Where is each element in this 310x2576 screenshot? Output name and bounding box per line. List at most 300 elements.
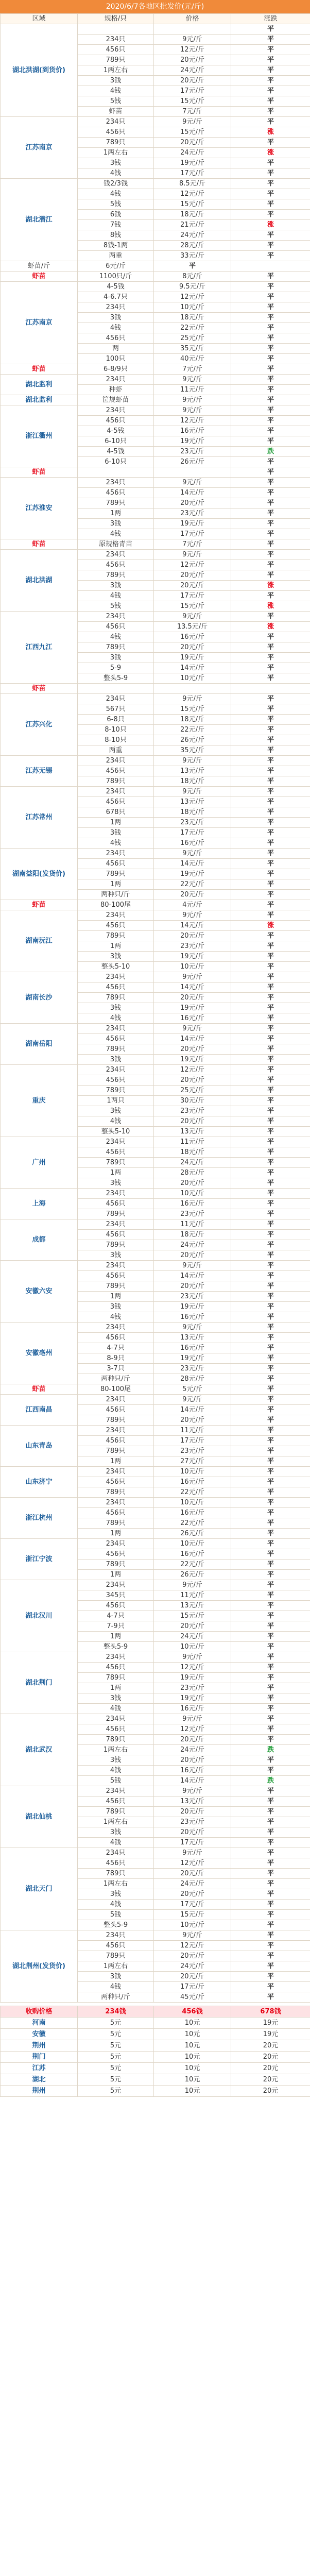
table-row <box>1 1539 310 1549</box>
spec-cell: 4钱 <box>78 1900 154 1910</box>
spec-cell: 234只 <box>78 1580 154 1590</box>
price-cell: 20元/斤 <box>154 581 231 591</box>
trend-cell: 平 <box>231 282 310 292</box>
trend-cell: 平 <box>231 405 310 416</box>
spec-cell: 456只 <box>78 1271 154 1281</box>
spec-cell: 4-6.7只 <box>78 292 154 302</box>
trend-cell: 平 <box>231 426 310 436</box>
price-cell: 16元/斤 <box>154 1766 231 1776</box>
trend-cell: 平 <box>231 1910 310 1920</box>
region-cell: 湖南岳阳 <box>1 1024 78 1065</box>
trend-cell: 平 <box>231 1137 310 1147</box>
price-cell: 7元/斤 <box>154 539 231 550</box>
table-row <box>1 756 310 766</box>
trend-cell: 平 <box>231 1364 310 1374</box>
trend-cell: 平 <box>231 375 310 385</box>
spec-cell: 8钱-1两 <box>78 241 154 251</box>
trend-cell: 平 <box>231 272 310 282</box>
spec-cell: 234只 <box>78 1539 154 1549</box>
spec-cell: 3-7只 <box>78 1364 154 1374</box>
price-cell: 33元/斤 <box>154 251 231 261</box>
price-cell: 23元/斤 <box>154 1106 231 1116</box>
trend-cell: 平 <box>231 1498 310 1508</box>
trend-cell: 跌 <box>231 1776 310 1786</box>
trend-cell: 平 <box>231 1230 310 1240</box>
trend-cell: 平 <box>231 1374 310 1384</box>
spec-cell: 种虾 <box>78 385 154 395</box>
price-cell: 18元/斤 <box>154 715 231 725</box>
trend-cell: 平 <box>231 1920 310 1930</box>
trend-cell: 平 <box>231 787 310 797</box>
spec-cell: 234只 <box>78 1065 154 1075</box>
spec-cell: 789只 <box>78 1951 154 1961</box>
spec-cell: 1两只 <box>78 1096 154 1106</box>
price-cell: 15元/斤 <box>154 601 231 612</box>
price-cell: 24元/斤 <box>154 1158 231 1168</box>
spec-cell: 789只 <box>78 1044 154 1055</box>
summary-province: 荆门 <box>1 2052 78 2063</box>
spec-cell: 456只 <box>78 1858 154 1869</box>
trend-cell: 平 <box>231 1601 310 1611</box>
spec-cell: 234只 <box>78 849 154 859</box>
trend-cell: 平 <box>231 168 310 179</box>
spec-cell: 80-100尾 <box>78 900 154 910</box>
spec-cell: 3钱 <box>78 519 154 529</box>
region-cell: 湖北荆门 <box>1 1652 78 1714</box>
price-cell: 16元/斤 <box>154 1343 231 1353</box>
trend-cell: 平 <box>231 1189 310 1199</box>
price-cell: 20元/斤 <box>154 1951 231 1961</box>
price-cell: 19元/斤 <box>154 653 231 663</box>
spec-cell: 7-9只 <box>78 1621 154 1632</box>
trend-cell: 平 <box>231 1693 310 1704</box>
summary-province: 安徽 <box>1 2029 78 2040</box>
trend-cell: 平 <box>231 1044 310 1055</box>
spec-cell: 3钱 <box>78 1178 154 1189</box>
trend-cell: 平 <box>231 189 310 199</box>
price-cell: 24元/斤 <box>154 1745 231 1755</box>
spec-cell: 6-8只 <box>78 715 154 725</box>
summary-table-body <box>1 2006 310 2097</box>
price-cell: 23元/斤 <box>154 509 231 519</box>
spec-cell: 5钱 <box>78 1776 154 1786</box>
spec-cell: 234只 <box>78 756 154 766</box>
trend-cell: 平 <box>231 1013 310 1024</box>
price-cell: 25元/斤 <box>154 333 231 344</box>
spec-cell: 1两 <box>78 1683 154 1693</box>
price-cell: 15元/斤 <box>154 704 231 715</box>
spec-cell: 3钱 <box>78 828 154 838</box>
spec-cell: 456只 <box>78 1941 154 1951</box>
trend-cell: 平 <box>231 179 310 189</box>
price-cell: 13元/斤 <box>154 1601 231 1611</box>
price-cell: 20元/斤 <box>154 1972 231 1982</box>
region-cell: 江西南昌 <box>1 1395 78 1426</box>
trend-cell: 平 <box>231 1817 310 1827</box>
spec-cell: 3钱 <box>78 1106 154 1116</box>
price-cell: 22元/斤 <box>154 1518 231 1529</box>
region-cell: 虾苗 <box>1 684 78 694</box>
table-row <box>1 179 310 189</box>
price-cell: 26元/斤 <box>154 735 231 745</box>
trend-cell: 平 <box>231 828 310 838</box>
price-cell: 20元/斤 <box>154 1044 231 1055</box>
summary-province: 湖北 <box>1 2074 78 2086</box>
price-cell: 9元/斤 <box>154 1786 231 1797</box>
trend-cell: 平 <box>231 199 310 210</box>
price-cell: 12元/斤 <box>154 292 231 302</box>
price-cell: 22元/斤 <box>154 1560 231 1570</box>
spec-cell: 789只 <box>78 1086 154 1096</box>
table-row <box>1 1930 310 1941</box>
spec-cell: 4钱 <box>78 1982 154 1992</box>
spec-cell: 234只 <box>78 117 154 127</box>
price-cell: 18元/斤 <box>154 807 231 818</box>
price-cell: 9元/斤 <box>154 787 231 797</box>
table-row <box>1 1189 310 1199</box>
trend-cell: 平 <box>231 478 310 488</box>
price-cell: 18元/斤 <box>154 1147 231 1158</box>
spec-cell: 234只 <box>78 1137 154 1147</box>
spec-cell: 456只 <box>78 1436 154 1446</box>
price-cell: 10元/斤 <box>154 673 231 684</box>
spec-cell: 原规格青苗 <box>78 539 154 550</box>
trend-cell: 平 <box>231 663 310 673</box>
spec-cell: 234只 <box>78 612 154 622</box>
summary-table <box>0 2006 310 2097</box>
spec-cell: 456只 <box>78 560 154 570</box>
trend-cell: 涨 <box>231 921 310 931</box>
spec-cell: 8钱 <box>78 230 154 241</box>
price-cell: 23元/斤 <box>154 1364 231 1374</box>
summary-price: 5元 <box>78 2074 154 2086</box>
price-cell: 14元/斤 <box>154 859 231 869</box>
trend-cell: 平 <box>231 1261 310 1271</box>
trend-cell: 平 <box>231 797 310 807</box>
price-cell: 9元/斤 <box>154 1848 231 1858</box>
summary-price: 19元 <box>231 2029 310 2040</box>
spec-cell: 筐规虾苗 <box>78 395 154 405</box>
trend-cell: 平 <box>231 859 310 869</box>
header-region: 区域 <box>1 14 78 24</box>
trend-cell: 平 <box>231 158 310 168</box>
price-cell: 20元/斤 <box>154 1869 231 1879</box>
spec-cell <box>78 467 154 478</box>
summary-price: 5元 <box>78 2018 154 2029</box>
price-cell: 17元/斤 <box>154 168 231 179</box>
trend-cell: 平 <box>231 1395 310 1405</box>
spec-cell: 6-8/9只 <box>78 364 154 375</box>
price-cell: 21元/斤 <box>154 220 231 230</box>
price-cell: 12元/斤 <box>154 1065 231 1075</box>
spec-cell: 789只 <box>78 642 154 653</box>
spec-cell: 1两左右 <box>78 148 154 158</box>
table-row <box>1 550 310 560</box>
price-cell: 7元/斤 <box>154 364 231 375</box>
price-cell: 16元/斤 <box>154 1312 231 1323</box>
trend-cell: 平 <box>231 869 310 879</box>
spec-cell: 5钱 <box>78 96 154 107</box>
region-cell: 重庆 <box>1 1065 78 1137</box>
region-cell: 江苏无锡 <box>1 756 78 787</box>
price-cell: 12元/斤 <box>154 1663 231 1673</box>
trend-cell: 平 <box>231 210 310 220</box>
trend-cell: 平 <box>231 756 310 766</box>
spec-cell: 789只 <box>78 1560 154 1570</box>
table-row <box>1 364 310 375</box>
summary-header-col3: 678钱 <box>231 2006 310 2018</box>
spec-cell: 4钱 <box>78 1704 154 1714</box>
trend-cell: 平 <box>231 395 310 405</box>
spec-cell: 789只 <box>78 1673 154 1683</box>
spec-cell: 567只 <box>78 704 154 715</box>
spec-cell: 789只 <box>78 138 154 148</box>
spec-cell: 678只 <box>78 807 154 818</box>
price-cell: 20元/斤 <box>154 1755 231 1766</box>
trend-cell: 平 <box>231 302 310 313</box>
price-cell: 15元/斤 <box>154 127 231 138</box>
spec-cell: 1两 <box>78 818 154 828</box>
spec-cell <box>78 24 154 35</box>
price-cell: 20元/斤 <box>154 1250 231 1261</box>
spec-cell: 456只 <box>78 488 154 498</box>
spec-cell: 1两 <box>78 509 154 519</box>
table-row <box>1 1395 310 1405</box>
price-cell: 19元/斤 <box>154 1673 231 1683</box>
trend-cell: 平 <box>231 1972 310 1982</box>
price-cell: 23元/斤 <box>154 1292 231 1302</box>
price-cell: 24元/斤 <box>154 148 231 158</box>
trend-cell: 平 <box>231 1281 310 1292</box>
price-cell: 35元/斤 <box>154 344 231 354</box>
trend-cell: 平 <box>231 436 310 447</box>
summary-price: 5元 <box>78 2086 154 2097</box>
trend-cell: 平 <box>231 1766 310 1776</box>
spec-cell: 4-7只 <box>78 1611 154 1621</box>
trend-cell: 涨 <box>231 622 310 632</box>
price-cell: 9元/斤 <box>154 35 231 45</box>
price-cell: 10元/斤 <box>154 1642 231 1652</box>
spec-cell: 两 <box>78 344 154 354</box>
price-cell: 22元/斤 <box>154 879 231 890</box>
summary-row <box>1 2074 310 2086</box>
spec-cell: 234只 <box>78 1930 154 1941</box>
trend-cell: 涨 <box>231 601 310 612</box>
trend-cell: 平 <box>231 1209 310 1219</box>
trend-cell: 平 <box>231 1900 310 1910</box>
trend-cell: 平 <box>231 1302 310 1312</box>
trend-cell: 平 <box>231 1168 310 1178</box>
spec-cell: 4钱 <box>78 1312 154 1323</box>
trend-cell: 平 <box>231 1673 310 1683</box>
price-cell: 19元/斤 <box>154 1302 231 1312</box>
spec-cell: 3钱 <box>78 952 154 962</box>
spec-cell: 789只 <box>78 1209 154 1219</box>
price-cell: 19元/斤 <box>154 1693 231 1704</box>
price-cell: 15元/斤 <box>154 199 231 210</box>
summary-price: 20元 <box>231 2086 310 2097</box>
price-cell: 24元/斤 <box>154 1240 231 1250</box>
trend-cell: 平 <box>231 1271 310 1281</box>
trend-cell: 平 <box>231 385 310 395</box>
summary-province: 河南 <box>1 2018 78 2029</box>
spec-cell: 456只 <box>78 1147 154 1158</box>
summary-province: 荆州 <box>1 2086 78 2097</box>
trend-cell: 平 <box>231 1508 310 1518</box>
trend-cell: 平 <box>231 1982 310 1992</box>
spec-cell: 234只 <box>78 972 154 982</box>
trend-cell: 平 <box>231 993 310 1003</box>
summary-price: 10元 <box>154 2040 231 2052</box>
trend-cell: 平 <box>231 1580 310 1590</box>
summary-header-label: 收购价格 <box>1 2006 78 2018</box>
trend-cell: 平 <box>231 1992 310 2003</box>
price-cell: 9元/斤 <box>154 972 231 982</box>
spec-cell: 456只 <box>78 766 154 776</box>
spec-cell: 234只 <box>78 1652 154 1663</box>
trend-cell: 跌 <box>231 1745 310 1755</box>
spec-cell: 234只 <box>78 1426 154 1436</box>
price-cell: 9元/斤 <box>154 1580 231 1590</box>
trend-cell: 平 <box>231 982 310 993</box>
trend-cell: 平 <box>231 45 310 55</box>
trend-cell: 平 <box>231 1683 310 1693</box>
trend-cell: 平 <box>231 673 310 684</box>
spec-cell: 234只 <box>78 1786 154 1797</box>
trend-cell: 平 <box>231 550 310 560</box>
price-cell: 16元/斤 <box>154 1549 231 1560</box>
price-cell: 18元/斤 <box>154 313 231 323</box>
price-cell: 15元/斤 <box>154 1910 231 1920</box>
price-cell: 16元/斤 <box>154 426 231 436</box>
price-cell: 9元/斤 <box>154 612 231 622</box>
summary-row <box>1 2018 310 2029</box>
trend-cell: 平 <box>231 24 310 35</box>
table-row <box>1 1652 310 1663</box>
trend-cell: 平 <box>231 1941 310 1951</box>
summary-price: 5元 <box>78 2040 154 2052</box>
price-cell: 16元/斤 <box>154 632 231 642</box>
region-cell: 湖北监利 <box>1 395 78 405</box>
spec-cell: 5钱 <box>78 199 154 210</box>
trend-cell: 平 <box>231 55 310 65</box>
table-row <box>1 1323 310 1333</box>
spec-cell: 7钱 <box>78 220 154 230</box>
trend-cell: 平 <box>231 529 310 539</box>
price-cell: 20元/斤 <box>154 1116 231 1127</box>
trend-cell: 涨 <box>231 581 310 591</box>
spec-cell: 1两左右 <box>78 1817 154 1827</box>
trend-cell: 平 <box>231 1621 310 1632</box>
trend-cell: 平 <box>231 1858 310 1869</box>
trend-cell: 平 <box>231 890 310 900</box>
trend-cell: 平 <box>231 745 310 756</box>
trend-cell: 平 <box>231 1158 310 1168</box>
table-row <box>1 117 310 127</box>
trend-cell: 平 <box>231 1590 310 1601</box>
price-cell: 9元/斤 <box>154 1323 231 1333</box>
spec-cell: 234只 <box>78 1848 154 1858</box>
trend-cell: 平 <box>231 1333 310 1343</box>
price-cell: 20元/斤 <box>154 1415 231 1426</box>
trend-cell: 平 <box>231 333 310 344</box>
trend-cell: 平 <box>231 467 310 478</box>
summary-row <box>1 2029 310 2040</box>
price-cell: 9元/斤 <box>154 1652 231 1663</box>
summary-price: 10元 <box>154 2052 231 2063</box>
price-cell: 11元/斤 <box>154 1219 231 1230</box>
trend-cell: 平 <box>231 838 310 849</box>
trend-cell: 平 <box>231 1096 310 1106</box>
region-cell: 上海 <box>1 1189 78 1219</box>
spec-cell: 789只 <box>78 776 154 787</box>
spec-cell: 456只 <box>78 1663 154 1673</box>
trend-cell: 平 <box>231 653 310 663</box>
trend-cell: 跌 <box>231 447 310 457</box>
spec-cell: 1100只/斤 <box>78 272 154 282</box>
table-row <box>1 272 310 282</box>
trend-cell: 平 <box>231 1446 310 1456</box>
price-cell: 20元/斤 <box>154 1178 231 1189</box>
table-header-row <box>1 14 310 24</box>
price-cell: 15元/斤 <box>154 1611 231 1621</box>
spec-cell: 4钱 <box>78 1116 154 1127</box>
spec-cell: 3钱 <box>78 1302 154 1312</box>
trend-cell: 平 <box>231 694 310 704</box>
price-cell: 14元/斤 <box>154 1776 231 1786</box>
spec-cell: 整头5-9 <box>78 673 154 684</box>
price-cell: 13.5元/斤 <box>154 622 231 632</box>
summary-price: 5元 <box>78 2029 154 2040</box>
summary-row <box>1 2052 310 2063</box>
price-cell: 10元/斤 <box>154 1498 231 1508</box>
spec-cell: 234只 <box>78 694 154 704</box>
page-title: 2020/6/7各地区批发价(元/斤) <box>0 0 310 13</box>
spec-cell: 4钱 <box>78 189 154 199</box>
price-cell: 20元/斤 <box>154 931 231 941</box>
spec-cell: 钱2/3钱 <box>78 179 154 189</box>
spec-cell: 3钱 <box>78 1755 154 1766</box>
price-cell: 20元/斤 <box>154 1735 231 1745</box>
region-cell: 虾苗 <box>1 900 78 910</box>
spec-cell: 1两 <box>78 1529 154 1539</box>
trend-cell: 平 <box>231 488 310 498</box>
trend-cell: 平 <box>231 313 310 323</box>
price-cell: 14元/斤 <box>154 1034 231 1044</box>
table-row <box>1 1714 310 1724</box>
spec-cell: 234只 <box>78 787 154 797</box>
table-row <box>1 261 310 272</box>
spec-cell: 234只 <box>78 1219 154 1230</box>
spec-cell: 456只 <box>78 45 154 55</box>
price-cell: 18元/斤 <box>154 1230 231 1240</box>
trend-cell: 平 <box>231 1487 310 1498</box>
trend-cell: 平 <box>231 1632 310 1642</box>
table-row <box>1 1426 310 1436</box>
price-cell: 11元/斤 <box>154 1137 231 1147</box>
trend-cell: 平 <box>231 1323 310 1333</box>
price-cell: 26元/斤 <box>154 457 231 467</box>
price-cell: 20元/斤 <box>154 1281 231 1292</box>
trend-cell: 平 <box>231 900 310 910</box>
table-row <box>1 787 310 797</box>
region-cell: 江西九江 <box>1 612 78 684</box>
spec-cell: 3钱 <box>78 158 154 168</box>
trend-cell: 平 <box>231 1869 310 1879</box>
spec-cell: 456只 <box>78 333 154 344</box>
summary-price: 10元 <box>154 2086 231 2097</box>
trend-cell: 平 <box>231 1343 310 1353</box>
